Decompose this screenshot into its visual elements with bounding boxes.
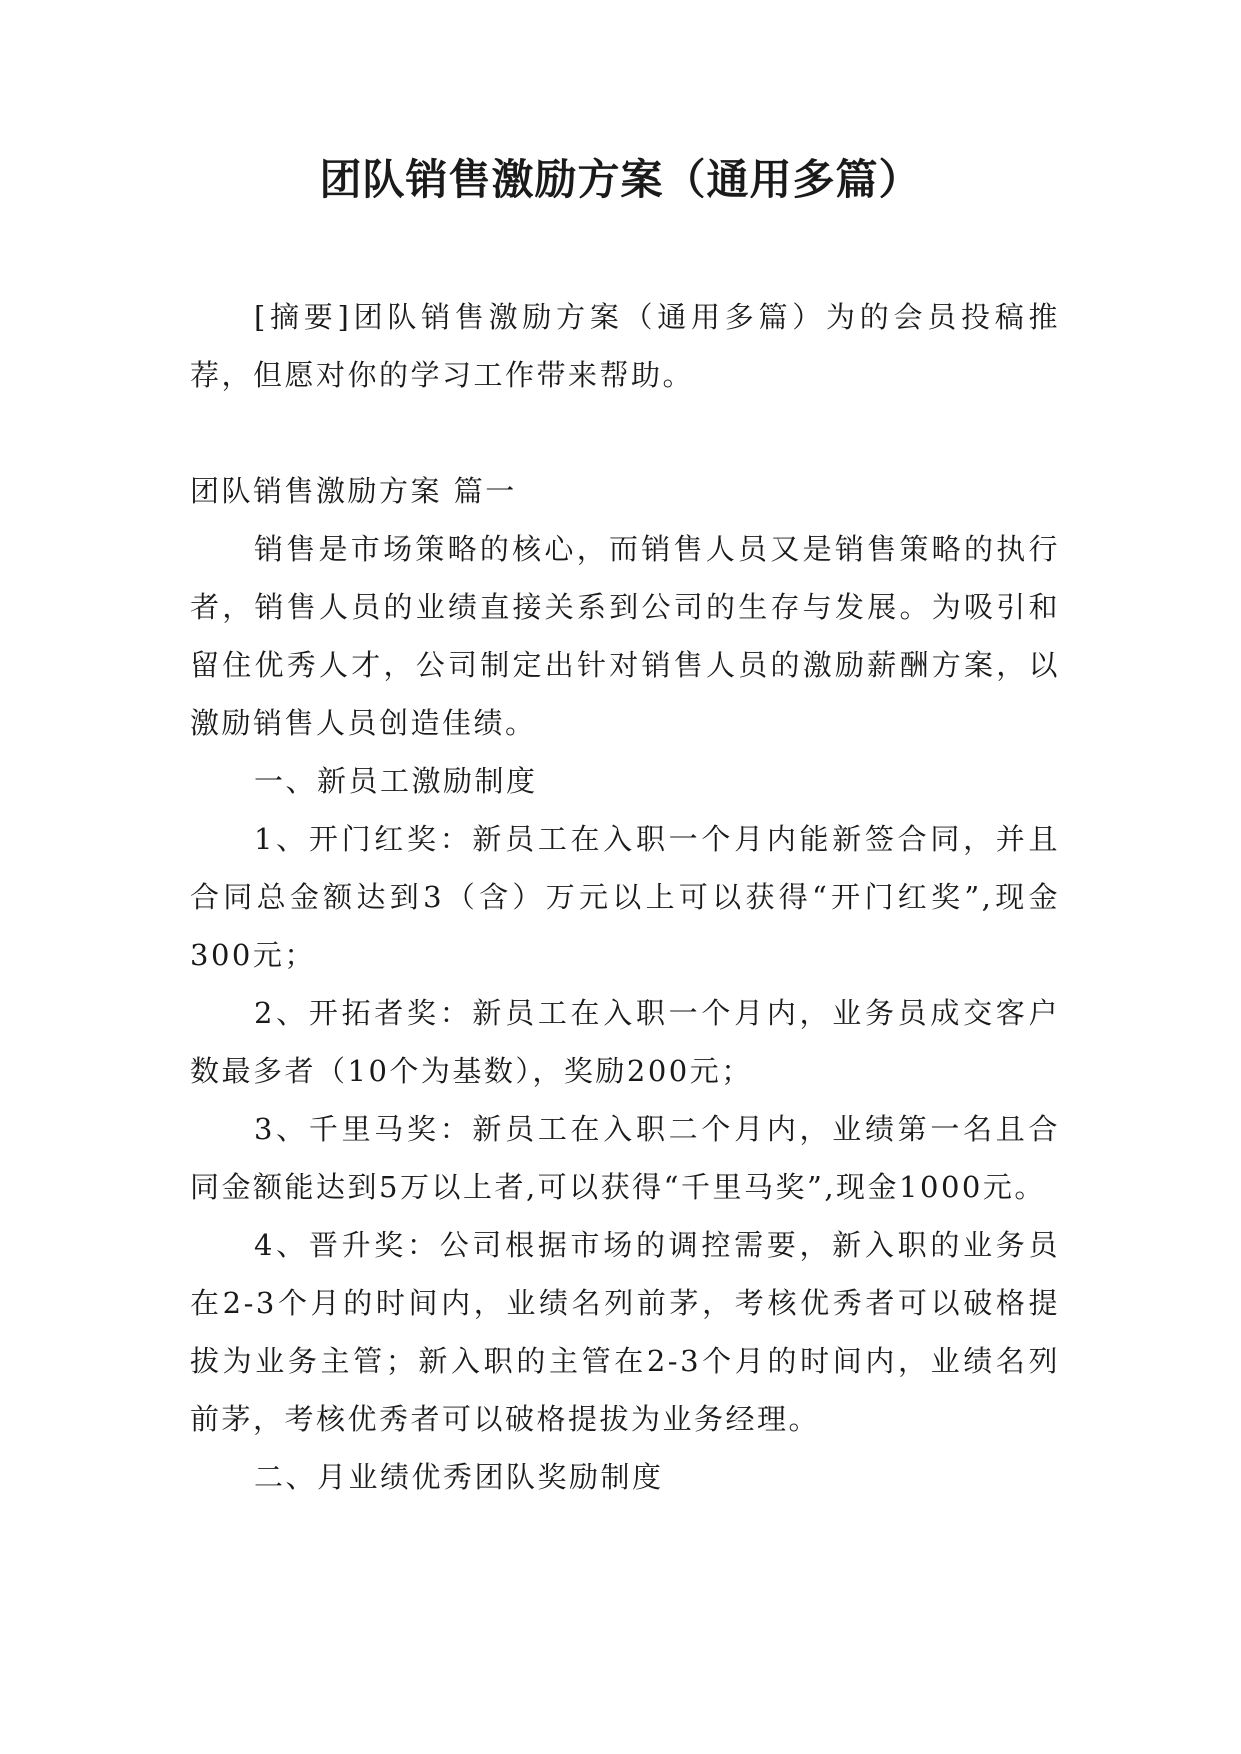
document-body xyxy=(190,288,1060,1506)
abstract-paragraph: [摘要]团队销售激励方案（通用多篇）为的会员投稿推荐，但愿对你的学习工作带来帮助。 xyxy=(190,300,1060,392)
body-paragraph: 2、开拓者奖：新员工在入职一个月内，业务员成交客户数最多者（10个为基数），奖励200元； xyxy=(190,996,1060,1088)
body-paragraph: 1、开门红奖：新员工在入职一个月内能新签合同，并且合同总金额达到3（含）万元以上可以获得“开门红奖”,现金300元； xyxy=(190,822,1060,972)
section-heading: 团队销售激励方案 篇一 xyxy=(190,474,517,508)
subsection-heading: 一、新员工激励制度 xyxy=(254,764,538,798)
body-paragraph: 4、晋升奖：公司根据市场的调控需要，新入职的业务员在2-3个月的时间内，业绩名列前茅，考核优秀者可以破格提拔为业务主管；新入职的主管在2-3个月的时间内，业绩名列前茅，考核优秀者可以破格提拔为业务经理。 xyxy=(190,1228,1060,1436)
subsection-heading: 二、月业绩优秀团队奖励制度 xyxy=(254,1460,664,1494)
body-paragraph: 销售是市场策略的核心，而销售人员又是销售策略的执行者，销售人员的业绩直接关系到公司的生存与发展。为吸引和留住优秀人才，公司制定出针对销售人员的激励薪酬方案，以激励销售人员创造佳绩。 xyxy=(190,532,1060,740)
document-title: 团队销售激励方案（通用多篇） xyxy=(319,155,922,204)
body-paragraph: 3、千里马奖：新员工在入职二个月内，业绩第一名且合同金额能达到5万以上者,可以获得“千里马奖”,现金1000元。 xyxy=(190,1112,1060,1204)
